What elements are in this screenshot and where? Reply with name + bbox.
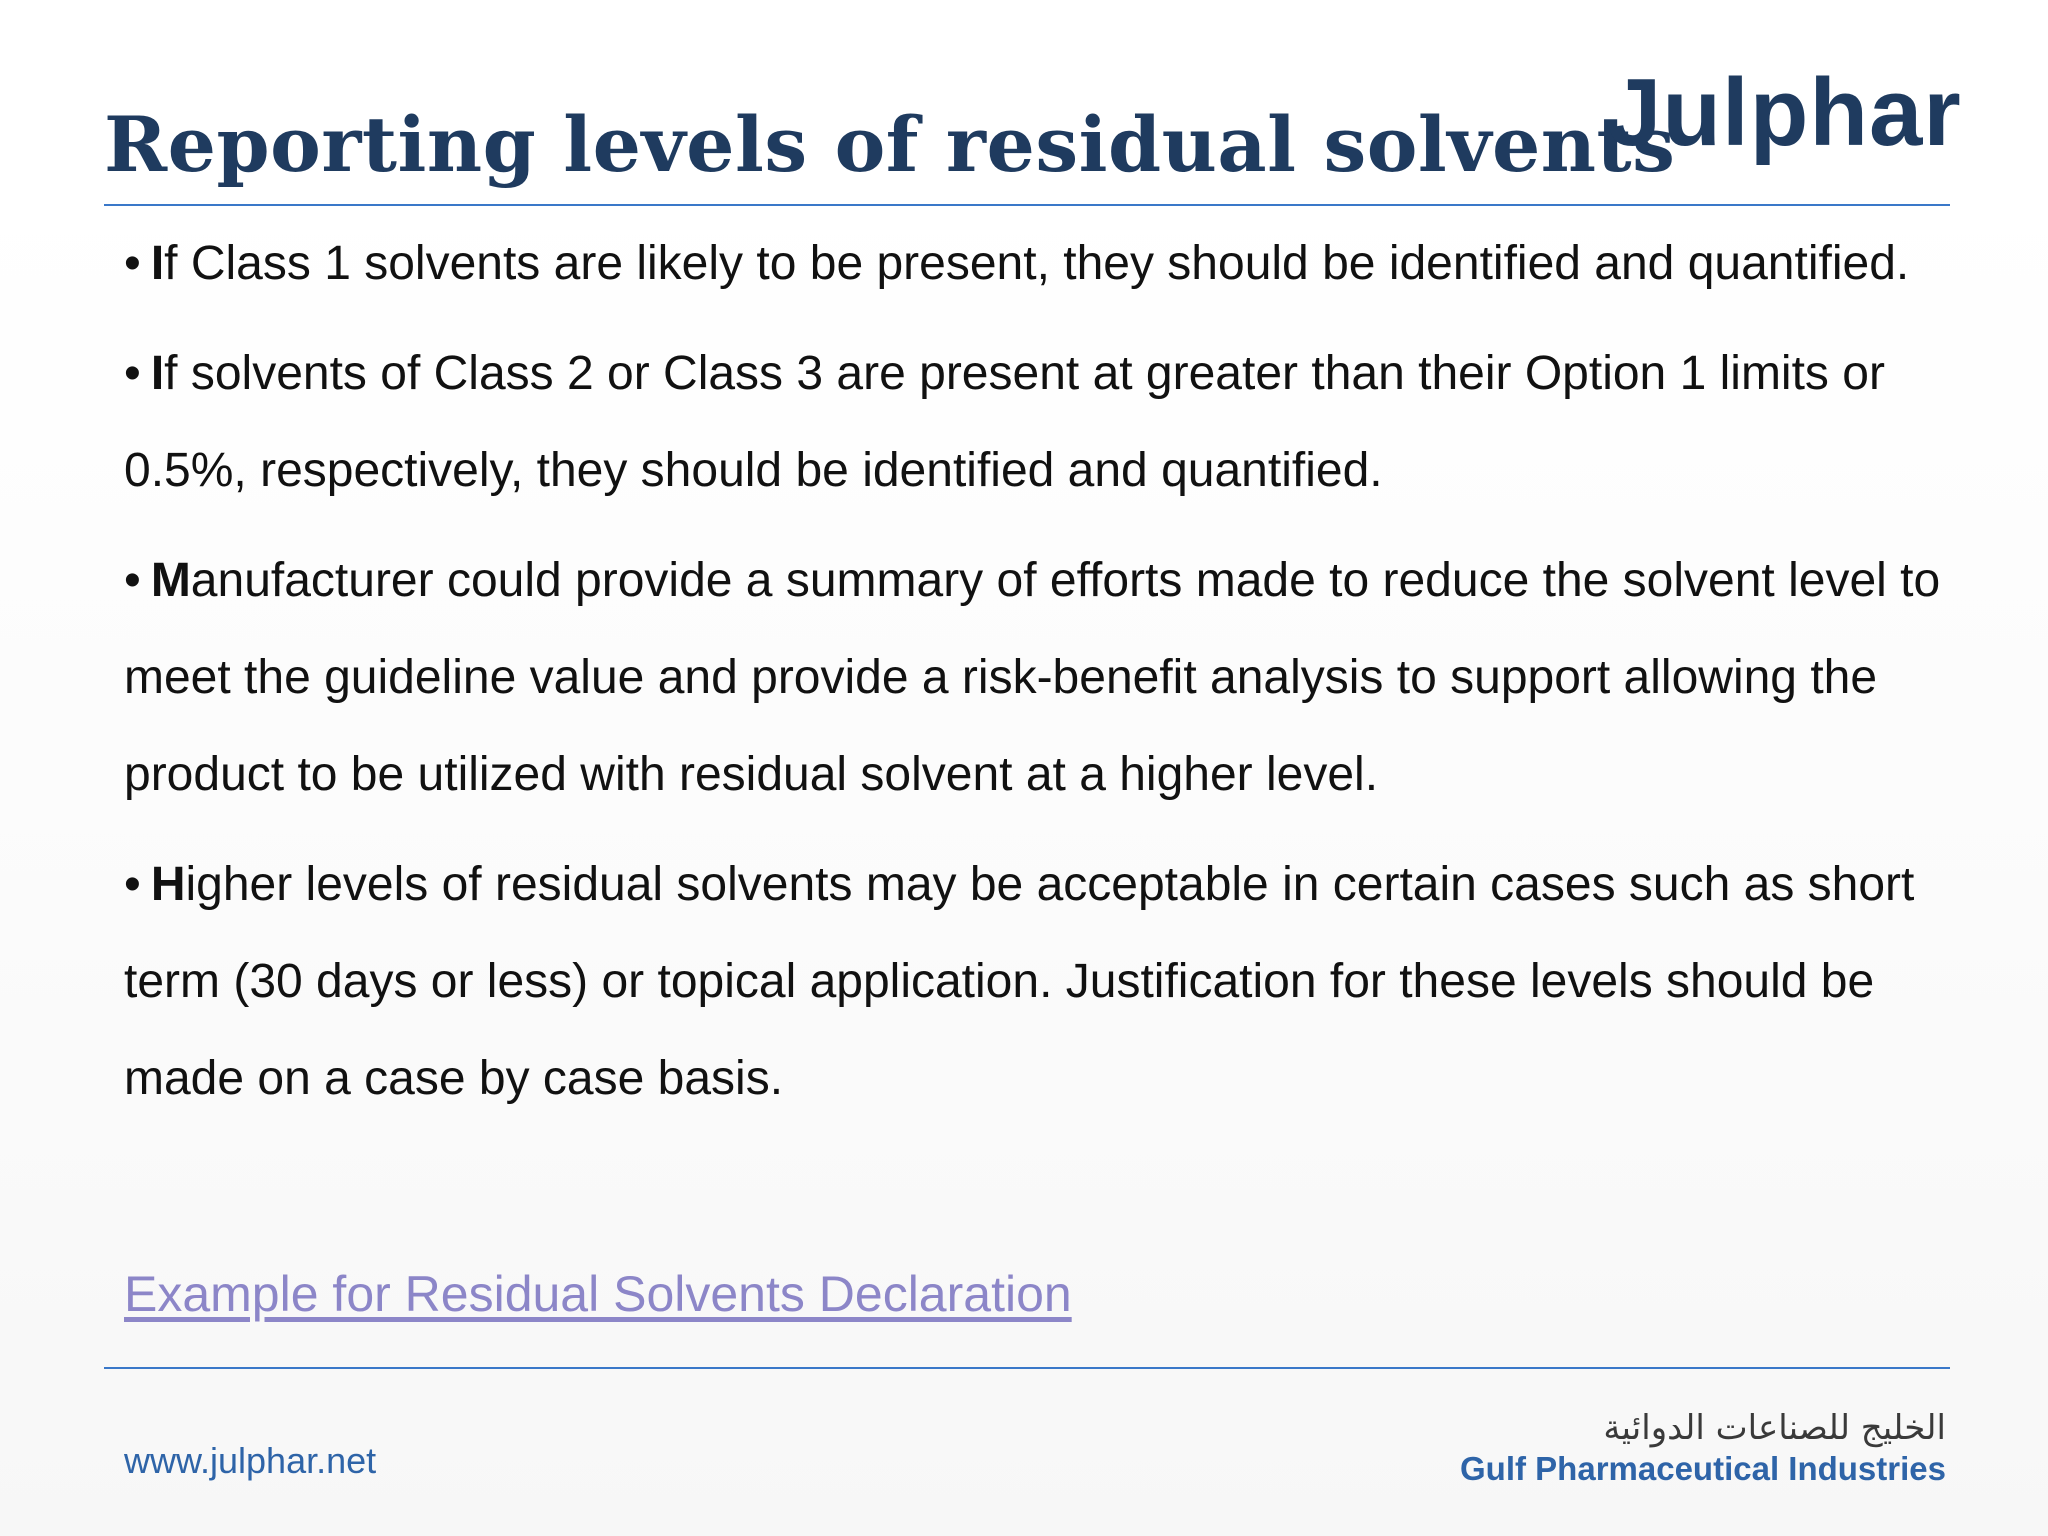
bullet-lead-letter: I — [150, 237, 165, 290]
bullet-lead-letter: H — [150, 858, 186, 911]
bullet-list — [124, 215, 1964, 1127]
bullet-item — [124, 836, 1964, 1127]
bullet-item — [124, 215, 1964, 312]
bullet-text: f solvents of Class 2 or Class 3 are present at greater than their Option 1 limits or 0.5%, respectively, they should be identified and quantified. — [124, 347, 1885, 497]
bullet-text: anufacturer could provide a summary of efforts made to reduce the solvent level to meet the guideline value and provide a risk-benefit analysis to support allowing the product to be utilized with residual solvent at a higher level. — [124, 554, 1941, 801]
footer-company-name-arabic: الخليج للصناعات الدوائية — [1603, 1408, 1946, 1448]
bullet-lead-letter: M — [150, 554, 191, 607]
bullet-dot-icon: • — [124, 347, 141, 400]
bullet-text: f Class 1 solvents are likely to be present, they should be identified and quantified. — [164, 237, 1910, 290]
bullet-item — [124, 532, 1964, 823]
footer-website-link[interactable]: www.julphar.net — [124, 1440, 377, 1481]
bullet-dot-icon: • — [124, 858, 141, 911]
bullet-lead-letter: I — [150, 347, 165, 400]
julphar-logo: Julphar — [1608, 59, 1962, 166]
declaration-example-link[interactable]: Example for Residual Solvents Declaration — [124, 1266, 1072, 1322]
bullet-text: igher levels of residual solvents may be acceptable in certain cases such as short term (30 days or less) or topical application. Justification for these levels should be made on a case by case basis. — [124, 858, 1915, 1105]
header-divider — [104, 204, 1950, 206]
bullet-item — [124, 325, 1964, 519]
bullet-dot-icon: • — [124, 237, 141, 290]
footer-divider — [104, 1367, 1950, 1369]
page-title: Reporting levels of residual solvents — [104, 100, 1676, 189]
footer-company-name: Gulf Pharmaceutical Industries — [1460, 1450, 1946, 1487]
bullet-dot-icon: • — [124, 554, 141, 607]
